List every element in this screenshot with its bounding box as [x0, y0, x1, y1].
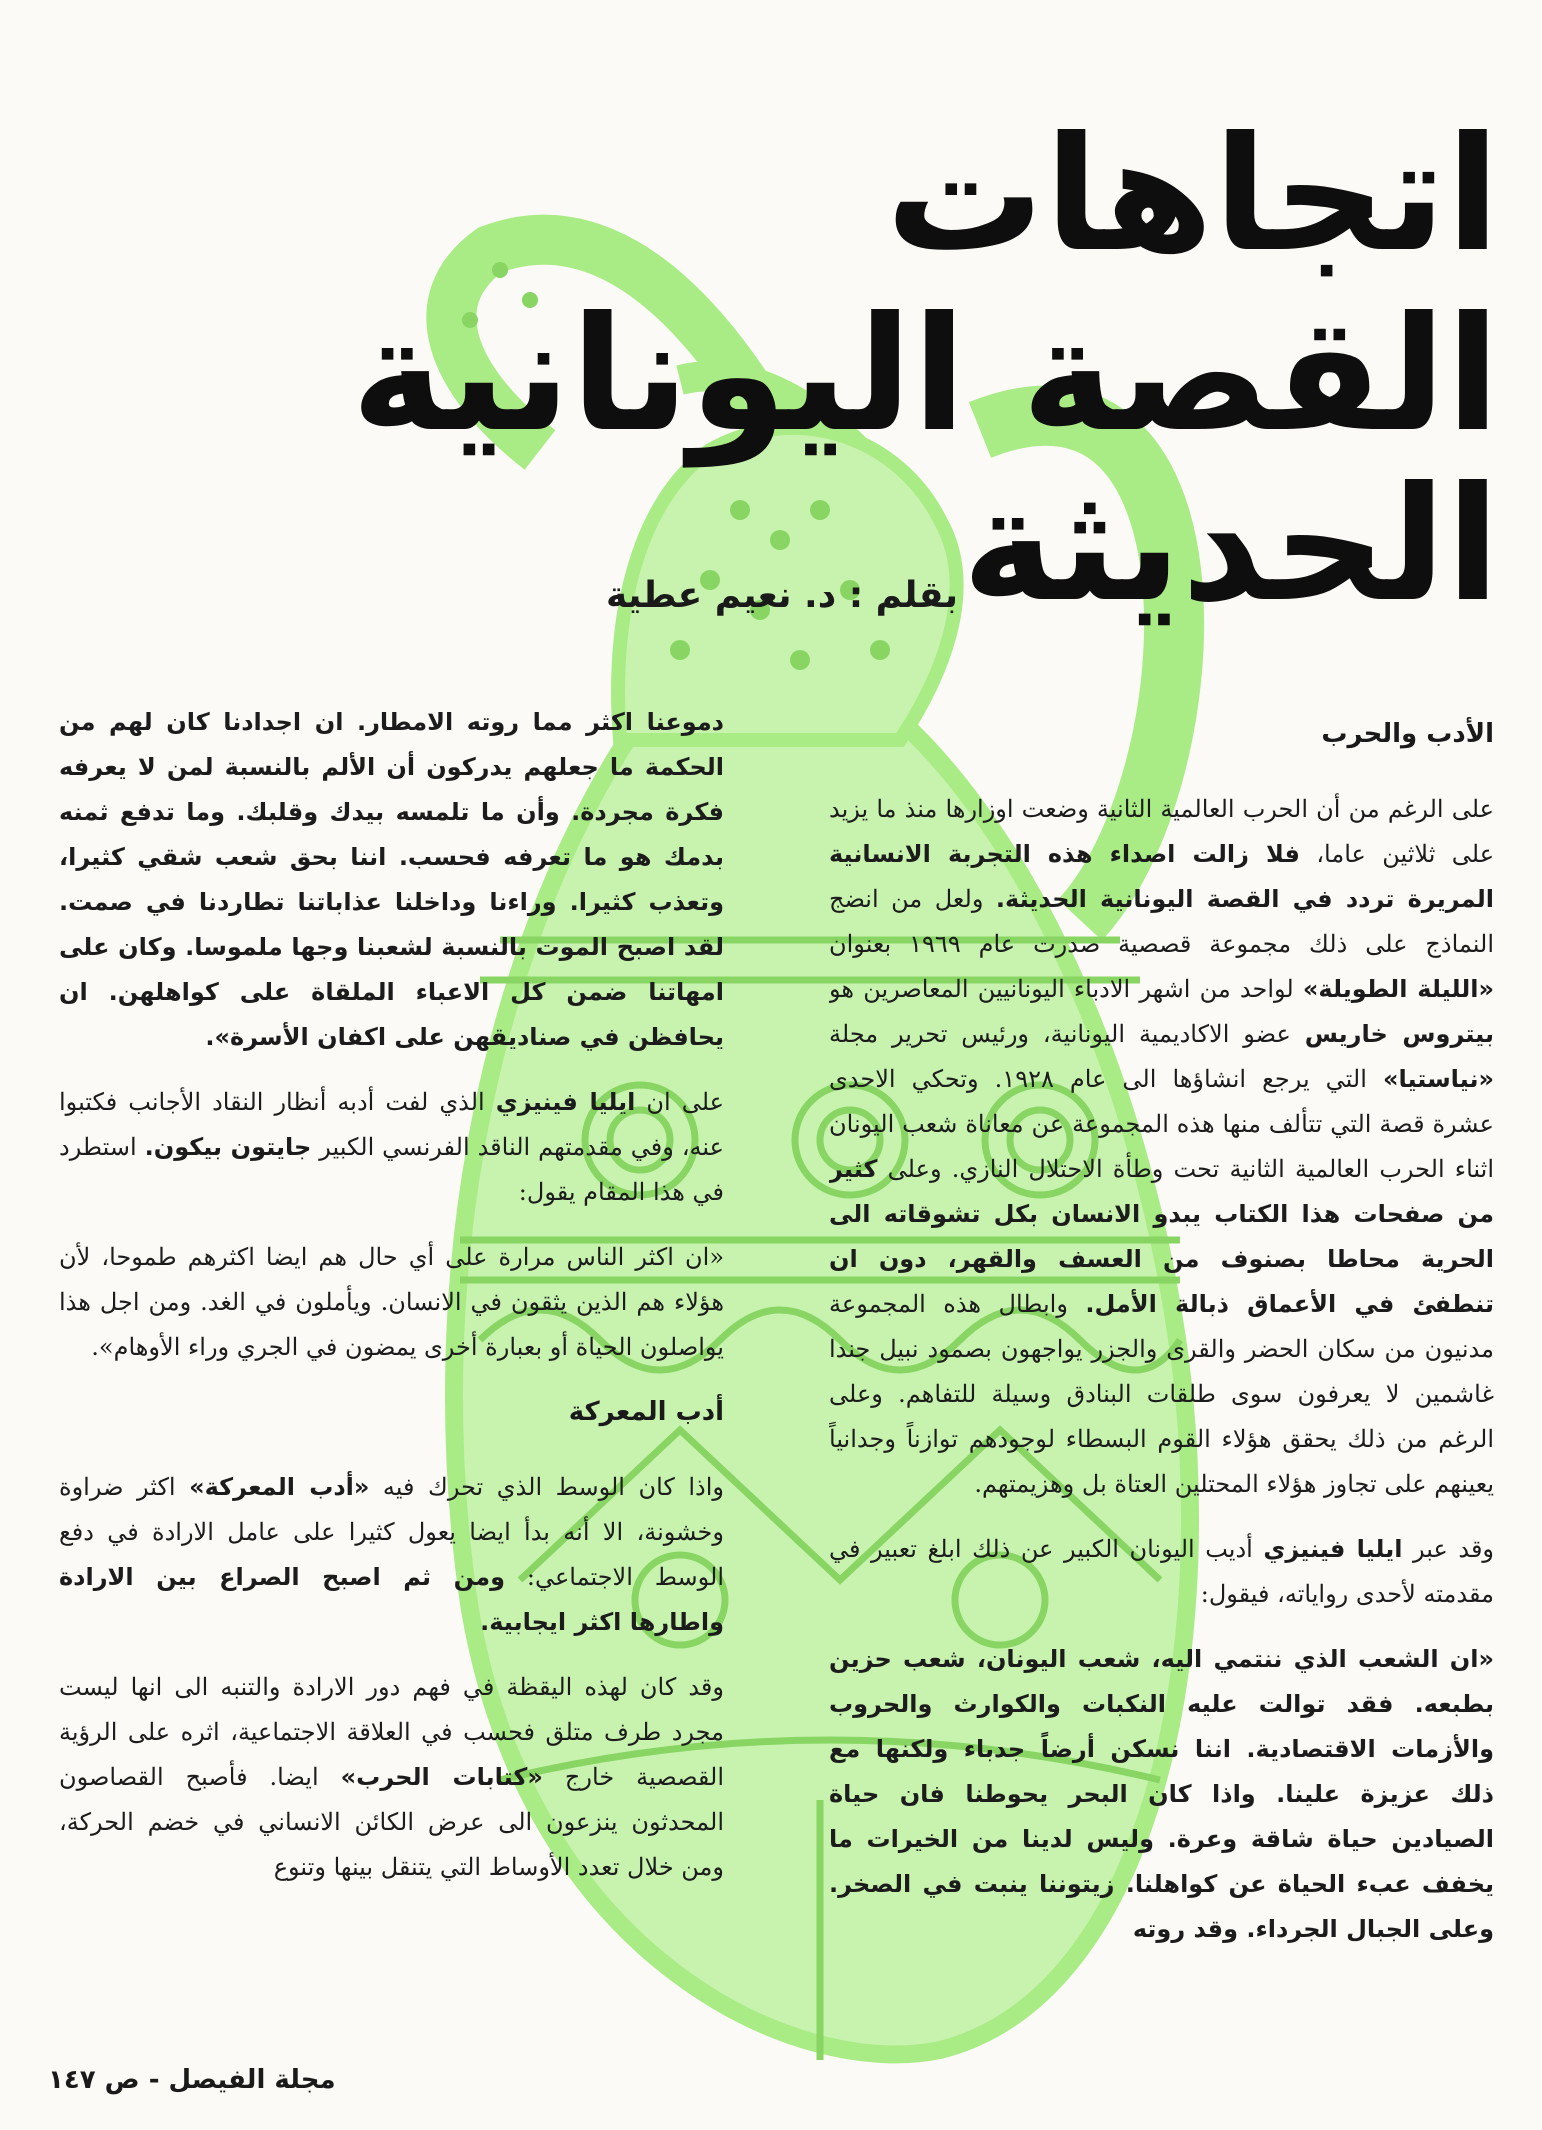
right-paragraph-1: [829, 787, 1494, 1507]
left-paragraph-2: [59, 1080, 724, 1215]
left-paragraph-1: [59, 700, 724, 1060]
author-byline: بقلم : د. نعيم عطية: [606, 575, 958, 616]
text-run: وابطال هذه المجموعة مدنيون من سكان الحضر والقرى والجزر يواجهون بصمود نبيل جندا غاشمين لا يعرفون سوى طلقات البنادق وسيلة للتفاهم. وعلى الرغم من ذلك يحقق هؤلاء القوم البسطاء لوجودهم توازناً وجدانياً يعينهم على تجاوز هؤلاء المحتلين العتاة بل وهزيمتهم.: [829, 1290, 1494, 1498]
bold-text-run: فلا زالت اصداء هذه التجربة الانسانية المريرة تردد في القصة اليونانية الحديثة.: [829, 840, 1494, 913]
article-title-line-3: الحديثة: [961, 453, 1500, 637]
text-run: استطرد في هذا المقام يقول:: [59, 1133, 724, 1206]
text-run: التي يرجع انشاؤها الى عام ١٩٢٨. وتحكي الاحدى عشرة قصة التي تتألف منها هذه المجموعة عن معاناة شعب اليونان اثناء الحرب العالمية الثانية تحت وطأة الاحتلال النازي. وعلى: [829, 1065, 1494, 1183]
text-run: على الرغم من أن الحرب العالمية الثانية وضعت اوزارها منذ ما يزيد على ثلاثين عاما،: [829, 795, 1494, 868]
right-text-column: [829, 700, 1494, 2060]
left-paragraph-5: [59, 1665, 724, 1890]
right-paragraph-3-quote: [829, 1637, 1494, 1952]
text-run: أديب اليونان الكبير عن ذلك ابلغ تعبير في مقدمته لأحدى رواياته، فيقول:: [829, 1535, 1494, 1608]
section-heading-war: الأدب والحرب: [1321, 719, 1494, 749]
text-run: الذي لفت أدبه أنظار النقاد الأجانب فكتبوا عنه، وفي مقدمتهم الناقد الفرنسي الكبير: [59, 1088, 724, 1161]
text-run: واذا كان الوسط الذي تحرك فيه: [382, 1473, 724, 1501]
article-title-line-2: القصة اليونانية: [350, 283, 1500, 467]
page-footer: مجلة الفيصل - ص ١٤٧: [48, 2065, 336, 2095]
author-name-bold: ايليا فينيزي: [1263, 1535, 1403, 1563]
left-text-column: [59, 700, 724, 2060]
right-paragraph-2: [829, 1527, 1494, 1617]
left-paragraph-4: [59, 1465, 724, 1645]
article-title-line-1: اتجاهات: [885, 103, 1500, 287]
term-bold: «أدب المعركة»: [189, 1473, 370, 1501]
book-title-bold: «الليلة الطويلة»: [1302, 975, 1494, 1003]
left-paragraph-3: «ان اكثر الناس مرارة على أي حال هم ايضا اكثرهم طموحا، لأن هؤلاء هم الذين يثقون في الانسان. ويأملون في الغد. ومن اجل هذا يواصلون الحياة أو بعبارة أخرى يمضون في الجري وراء الأوهام».: [59, 1243, 724, 1361]
text-run: على ان: [646, 1088, 724, 1116]
section-heading-battle: أدب المعركة: [568, 1397, 724, 1427]
quote-bold: دموعنا اكثر مما روته الامطار. ان اجدادنا كان لهم من الحكمة ما جعلهم يدركون أن الألم بالنسبة لمن لا يعرفه فكرة مجردة. وأن ما تلمسه بيدك وقلبك. وما تدفع ثمنه بدمك هو ما تعرفه فحسب. اننا بحق شعب شقي كثيرا، وتعذب كثيرا. وراءنا وداخلنا عذاباتنا تطاردنا في صمت. لقد اصبح الموت بالنسبة لشعبنا وجها ملموسا. وكان على امهاتنا ضمن كل الاعباء الملقاة على كواهلهن. ان يحافظن في صناديقهن على اكفان الأسرة».: [59, 708, 724, 1051]
text-run: لواحد من اشهر الادباء اليونانيين المعاصرين هو: [829, 975, 1294, 1003]
term-bold: «كتابات الحرب»: [340, 1763, 543, 1791]
text-run: عضو الاكاديمية اليونانية، ورئيس تحرير مجلة: [829, 1020, 1291, 1048]
bold-text-run: كثير من صفحات هذا الكتاب يبدو الانسان بكل تشوقاته الى الحرية محاطا بصنوف من العسف والقهر، دون ان تنطفئ في الأعماق ذبالة الأمل.: [829, 1155, 1494, 1318]
text-run: ايضا. فأصبح القصاصون المحدثون ينزعون الى عرض الكائن الانساني في خضم الحركة، ومن خلال تعدد الأوساط التي يتنقل بينها وتنوع: [59, 1763, 724, 1881]
author-name-bold: بيتروس خاريس: [1304, 1020, 1494, 1048]
quote-bold: «ان الشعب الذي ننتمي اليه، شعب اليونان، شعب حزين بطبعه. فقد توالت عليه النكبات والكوارث والحروب والأزمات الاقتصادية. اننا نسكن أرضاً جدباء ولكنها مع ذلك عزيزة علينا. واذا كان البحر يحوطنا فان حياة الصيادين حياة شاقة وعرة. وليس لدينا من الخيرات ما يخفف عبء الحياة عن كواهلنا. زيتوننا ينبت في الصخر. وعلى الجبال الجرداء. وقد روته: [829, 1645, 1494, 1943]
text-run: وقد كان لهذه اليقظة في فهم دور الارادة والتنبه الى انها ليست مجرد طرف متلق فحسب في العلاقة الاجتماعية، اثره على الرؤية القصصية خارج: [59, 1673, 724, 1791]
author-name-bold: ايليا فينيزي: [495, 1088, 636, 1116]
critic-name-bold: جايتون بيكون.: [144, 1133, 312, 1161]
text-run: ولعل من انضج النماذج على ذلك مجموعة قصصية صدرت عام ١٩٦٩ بعنوان: [829, 885, 1494, 958]
bold-text-run: ومن ثم اصبح الصراع بين الارادة واطارها اكثر ايجابية.: [59, 1563, 724, 1636]
text-run: وقد عبر: [1413, 1535, 1494, 1563]
magazine-name-bold: «نياستيا»: [1382, 1065, 1494, 1093]
text-run: اكثر ضراوة وخشونة، الا أنه بدأ ايضا يعول كثيرا على عامل الارادة في دفع الوسط الاجتماعي:: [59, 1473, 724, 1591]
